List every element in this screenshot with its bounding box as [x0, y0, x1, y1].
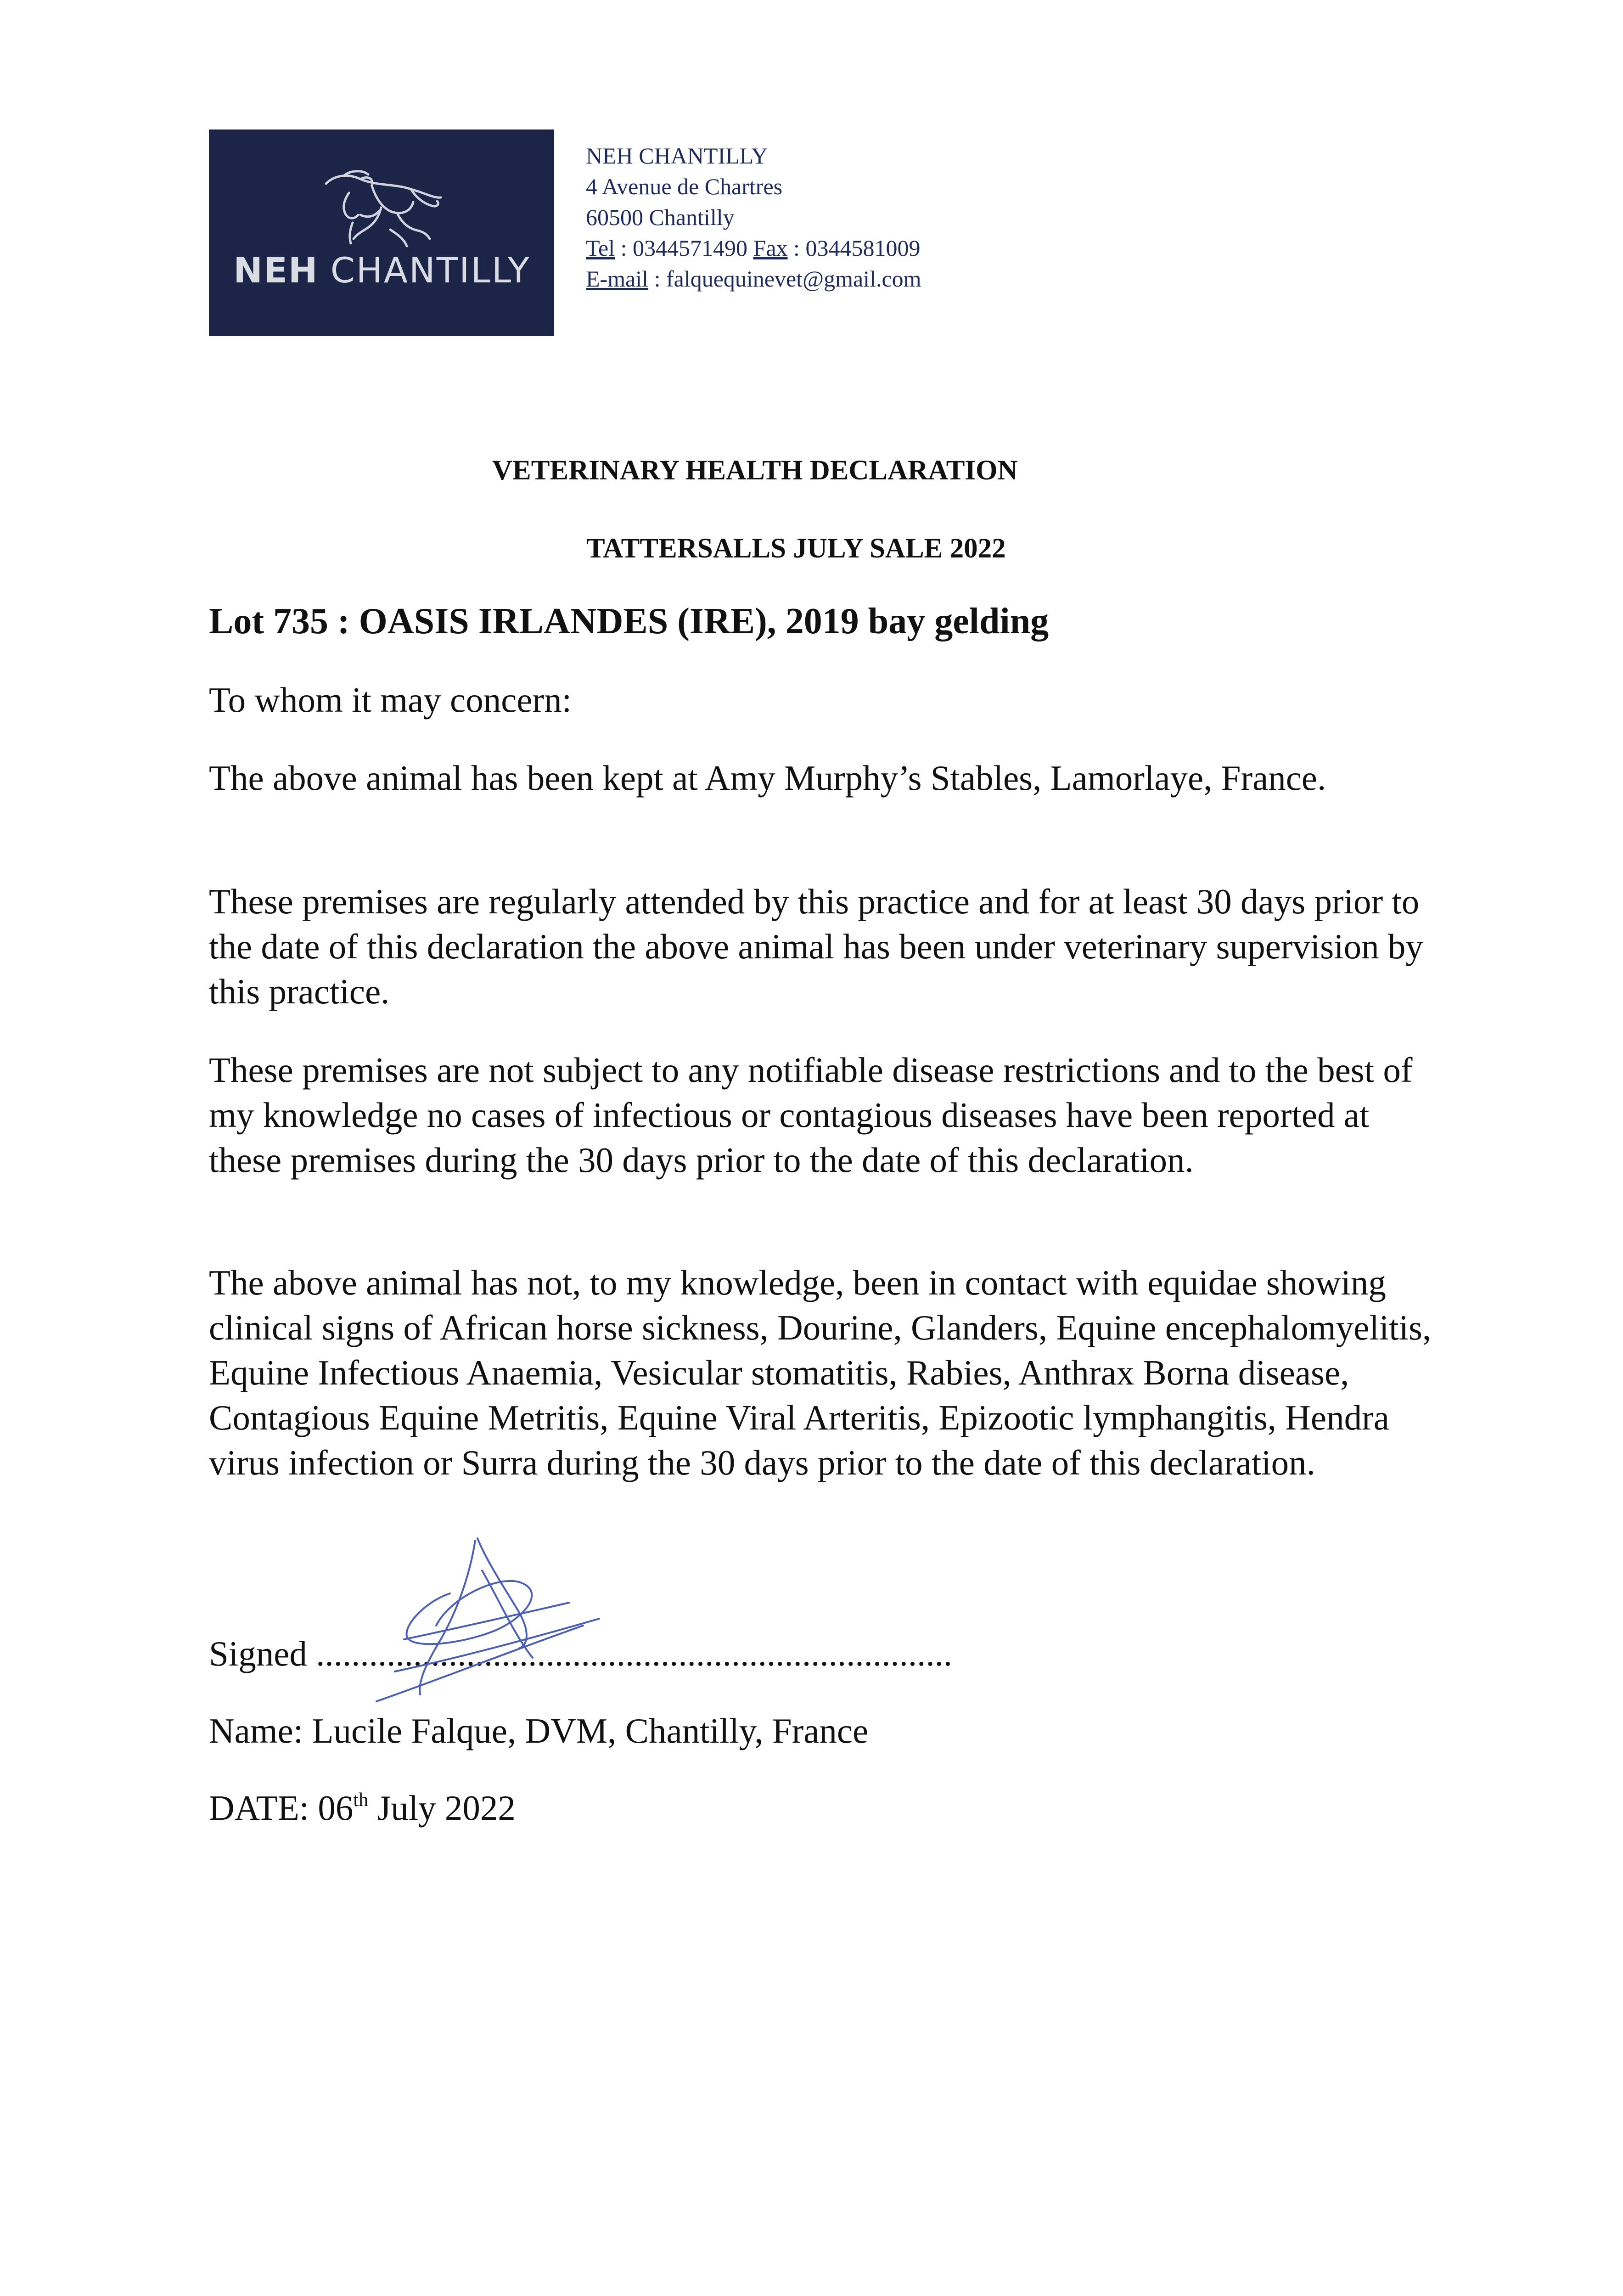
date-prefix: DATE: 06	[209, 1788, 354, 1828]
date-suffix: July 2022	[368, 1788, 516, 1828]
paragraph-supervision: These premises are regularly attended by this practice and for at least 30 days prior to the date of this declaration the above animal has been under veterinary supervision by this practice.	[209, 882, 1423, 1011]
fax-value: : 0344581009	[787, 235, 921, 261]
signer-name: Name: Lucile Falque, DVM, Chantilly, France	[209, 1711, 869, 1750]
greeting: To whom it may concern:	[209, 680, 572, 720]
email-label: E-mail	[586, 266, 649, 292]
signature-dots: ........................................................................	[316, 1634, 953, 1673]
tel-label: Tel	[586, 235, 615, 261]
paragraph-restrictions: These premises are not subject to any notifiable disease restrictions and to the best of my knowledge no cases of infectious or contagious diseases have been reported at these premises during the 30 days prior to the date of this declaration.	[209, 1050, 1413, 1180]
paragraph-contact-diseases: The above animal has not, to my knowledge, been in contact with equidae showing clinical signs of African horse sickness, Dourine, Glanders, Equine encephalomyelitis, Equine Infectious Anaemia, Vesicular stomatitis, Rabies, Anthrax Borna disease, Contagious Equine Metritis, Equine Viral Arteritis, Epizootic lymphangitis, Hendra virus infection or Surra during the 30 days prior to the date of this declaration.	[209, 1263, 1432, 1482]
contact-block	[586, 141, 921, 294]
date-ordinal: th	[353, 1790, 369, 1811]
paragraph-premises: The above animal has been kept at Amy Murphy’s Stables, Lamorlaye, France.	[209, 758, 1326, 798]
fax-label: Fax	[753, 235, 788, 261]
contact-name: NEH CHANTILLY	[586, 143, 768, 169]
lot-heading: Lot 735 : OASIS IRLANDES (IRE), 2019 bay gelding	[209, 601, 1049, 642]
company-logo	[209, 129, 554, 336]
address-line-2: 60500 Chantilly	[586, 204, 735, 230]
logo-text-light: CHANTILLY	[330, 250, 531, 291]
logo-text	[219, 250, 545, 291]
document-title: VETERINARY HEALTH DECLARATION	[492, 455, 1018, 486]
email-value: : falquequinevet@gmail.com	[648, 266, 921, 292]
phone-fax-line	[586, 233, 921, 264]
horse-icon	[317, 165, 445, 253]
date-line	[209, 1788, 516, 1829]
handwritten-signature	[367, 1534, 624, 1713]
email-line	[586, 264, 921, 294]
logo-text-bold: NEH	[233, 250, 319, 291]
signed-label: Signed	[209, 1634, 316, 1673]
tel-value: : 0344571490	[615, 235, 753, 261]
document-subtitle: TATTERSALLS JULY SALE 2022	[586, 533, 1006, 564]
address-line-1: 4 Avenue de Chartres	[586, 174, 783, 199]
